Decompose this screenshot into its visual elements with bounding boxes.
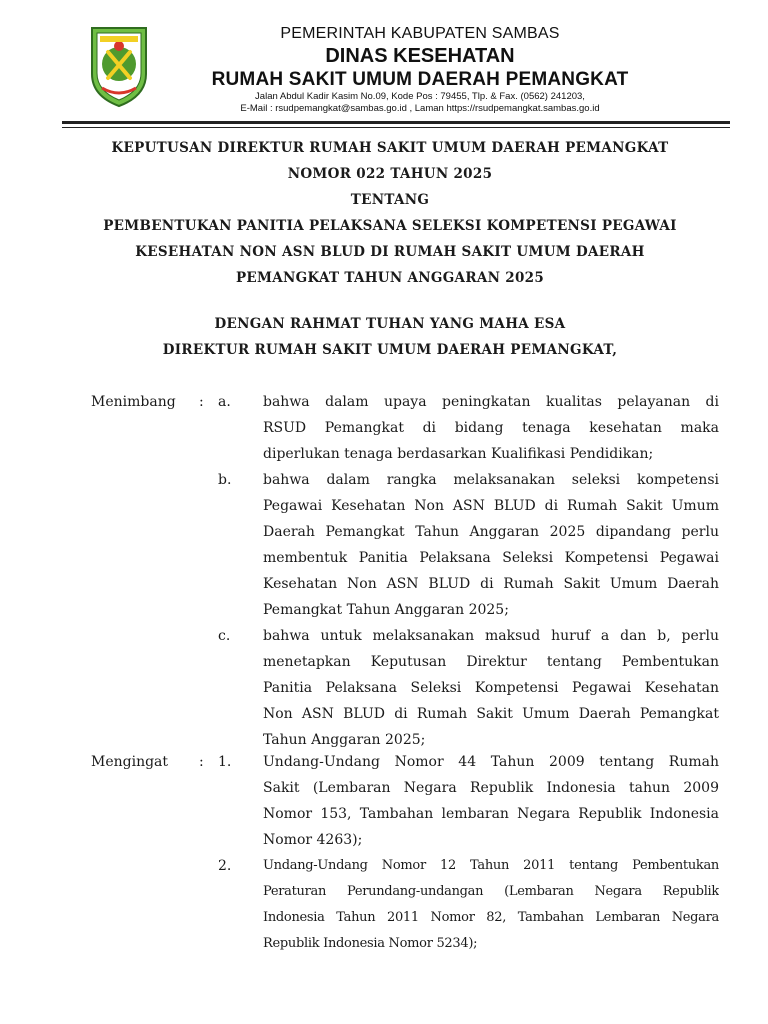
- mengingat-item-1: [263, 749, 719, 853]
- menimbang-colon: :: [199, 394, 204, 410]
- menimbang-marker-b: b.: [218, 472, 232, 488]
- decree-subject-line-1: PEMBENTUKAN PANITIA PELAKSANA SELEKSI KOMPETENSI PEGAWAI: [103, 218, 677, 234]
- letterhead-hospital: RUMAH SAKIT UMUM DAERAH PEMANGKAT: [211, 69, 629, 90]
- letterhead-address: Jalan Abdul Kadir Kasim No.09, Kode Pos : 79455, Tlp. & Fax. (0562) 241203,: [255, 91, 585, 102]
- text-line: Pemangkat Tahun Anggaran 2025;: [263, 602, 509, 618]
- menimbang-marker-a: a.: [218, 394, 231, 410]
- text-line: Tahun Anggaran 2025;: [263, 732, 426, 748]
- letterhead-divider-thick: [62, 121, 730, 124]
- decree-about: TENTANG: [350, 192, 430, 208]
- decree-heading: KEPUTUSAN DIREKTUR RUMAH SAKIT UMUM DAERAH PEMANGKAT: [111, 140, 669, 156]
- text-line: bahwa dalam rangka melaksanakan seleksi kompetensi: [263, 472, 719, 488]
- text-line: Peraturan Perundang-undangan (Lembaran Negara Republik: [263, 884, 719, 899]
- text-line: RSUD Pemangkat di bidang tenaga kesehatan maka: [263, 420, 719, 436]
- text-line: bahwa dalam upaya peningkatan kualitas pelayanan di: [263, 394, 719, 410]
- text-line: Pegawai Kesehatan Non ASN BLUD di Rumah Sakit Umum: [263, 498, 719, 514]
- mengingat-colon: :: [199, 754, 204, 770]
- text-line: membentuk Panitia Pelaksana Seleksi Kompetensi Pegawai: [263, 550, 719, 566]
- text-line: Nomor 153, Tambahan lembaran Negara Republik Indonesia: [263, 806, 719, 822]
- mengingat-marker-1: 1.: [218, 754, 232, 770]
- text-line: Panitia Pelaksana Seleksi Kompetensi Pegawai Kesehatan: [263, 680, 719, 696]
- text-line: menetapkan Keputusan Direktur tentang Pembentukan: [263, 654, 719, 670]
- menimbang-label: Menimbang: [91, 394, 176, 410]
- text-line: Non ASN BLUD di Rumah Sakit Umum Daerah Pemangkat: [263, 706, 719, 722]
- letterhead-contact: E-Mail : rsudpemangkat@sambas.go.id , Laman https://rsudpemangkat.sambas.go.id: [240, 103, 600, 114]
- menimbang-marker-c: c.: [218, 628, 231, 644]
- text-line: Undang-Undang Nomor 12 Tahun 2011 tentang Pembentukan: [263, 858, 719, 873]
- mengingat-label: Mengingat: [91, 754, 169, 770]
- menimbang-item-b: [263, 467, 719, 623]
- letterhead-divider-thin: [62, 127, 730, 128]
- text-line: Nomor 4263);: [263, 832, 363, 848]
- sambas-regency-emblem-icon: [84, 22, 154, 110]
- text-line: diperlukan tenaga berdasarkan Kualifikasi Pendidikan;: [263, 446, 654, 462]
- text-line: Indonesia Tahun 2011 Nomor 82, Tambahan Lembaran Negara: [263, 910, 719, 925]
- decree-number: NOMOR 022 TAHUN 2025: [287, 166, 493, 182]
- text-line: Republik Indonesia Nomor 5234);: [263, 936, 478, 951]
- invocation-line-2: DIREKTUR RUMAH SAKIT UMUM DAERAH PEMANGKAT,: [162, 342, 618, 358]
- letterhead-government: PEMERINTAH KABUPATEN SAMBAS: [280, 25, 560, 42]
- text-line: Undang-Undang Nomor 44 Tahun 2009 tentang Rumah: [263, 754, 719, 770]
- letterhead: [160, 24, 680, 115]
- text-line: Sakit (Lembaran Negara Republik Indonesia tahun 2009: [263, 780, 719, 796]
- mengingat-marker-2: 2.: [218, 858, 232, 874]
- decree-subject-line-2: KESEHATAN NON ASN BLUD DI RUMAH SAKIT UMUM DAERAH: [135, 244, 645, 260]
- mengingat-item-2: [263, 853, 719, 957]
- letterhead-agency: DINAS KESEHATAN: [325, 45, 515, 67]
- menimbang-item-c: [263, 623, 719, 753]
- text-line: Kesehatan Non ASN BLUD di Rumah Sakit Umum Daerah: [263, 576, 719, 592]
- decree-title: [60, 135, 720, 291]
- decree-subject-line-3: PEMANGKAT TAHUN ANGGARAN 2025: [235, 270, 545, 286]
- decree-invocation: [60, 311, 720, 363]
- invocation-line-1: DENGAN RAHMAT TUHAN YANG MAHA ESA: [214, 316, 566, 332]
- menimbang-item-a: [263, 389, 719, 467]
- text-line: bahwa untuk melaksanakan maksud huruf a dan b, perlu: [263, 628, 719, 644]
- text-line: Daerah Pemangkat Tahun Anggaran 2025 dipandang perlu: [263, 524, 719, 540]
